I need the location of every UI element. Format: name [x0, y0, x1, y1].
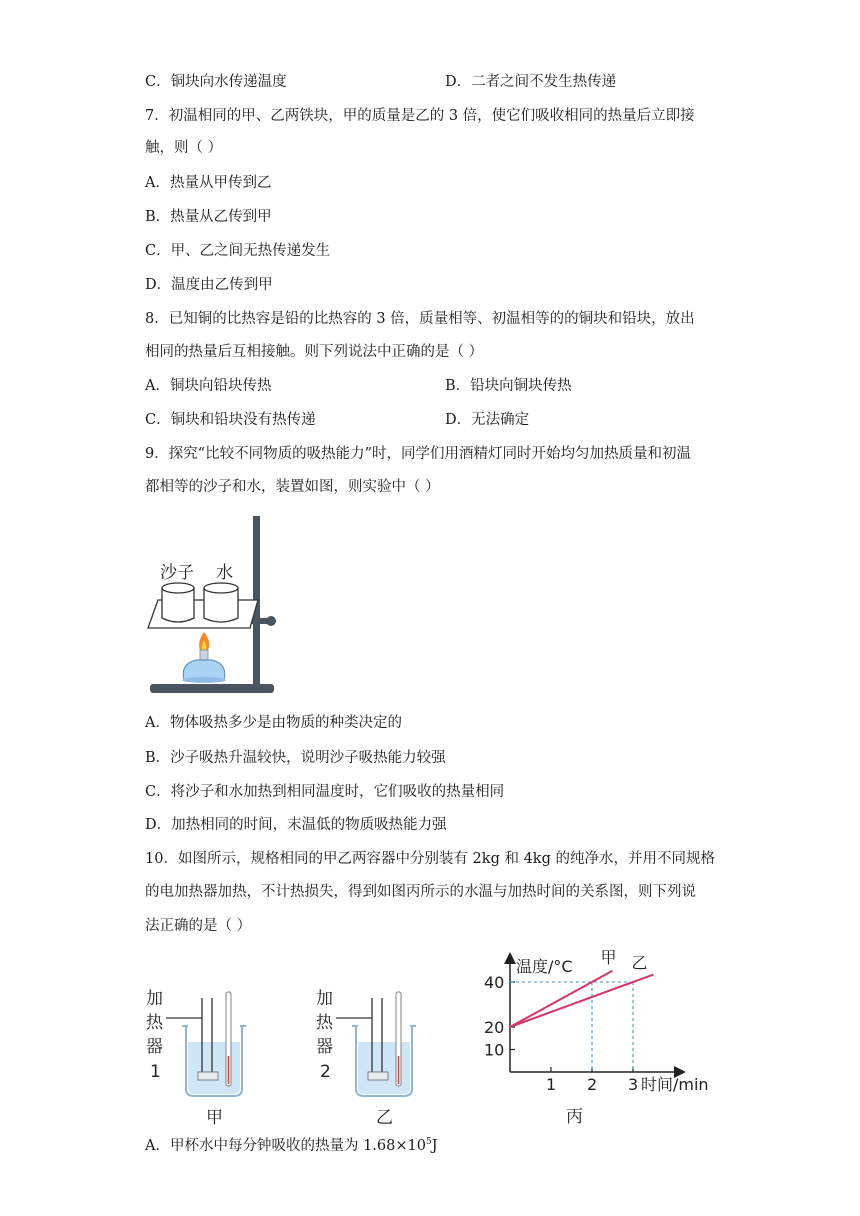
q10-stem-line3: 法正确的是（ ）	[145, 918, 252, 934]
q7-stem-line2: 触，则（ ）	[145, 140, 223, 156]
y-tick-label: 10	[484, 1040, 505, 1060]
q9-stem-line2: 都相等的沙子和水，装置如图，则实验中（ ）	[145, 479, 440, 495]
graph-caption: 丙	[566, 1107, 583, 1127]
x-tick-label: 3	[628, 1075, 639, 1094]
q7-option-a: A．热量从甲传到乙	[145, 175, 272, 191]
y-tick-label: 20	[484, 1018, 505, 1037]
heater2-char2: 热	[316, 1013, 333, 1033]
series-label-yi: 乙	[631, 953, 648, 973]
water-cup	[204, 583, 238, 593]
heater1-coil	[198, 1072, 218, 1080]
q9-option-a: A．物体吸热多少是由物质的种类决定的	[145, 715, 402, 731]
x-tick-label: 1	[546, 1075, 557, 1094]
q9-option-d: D．加热相同的时间，末温低的物质吸热能力强	[145, 817, 447, 833]
q6-option-d: D．二者之间不发生热传递	[445, 74, 617, 90]
sand-cup	[162, 583, 194, 593]
q6-option-c: C．铜块向水传递温度	[145, 74, 287, 90]
q9-option-b: B．沙子吸热升温较快，说明沙子吸热能力较强	[145, 750, 446, 766]
q10-beakers-figure	[140, 978, 440, 1128]
heater2-number: 2	[320, 1062, 331, 1082]
series-label-jia: 甲	[600, 947, 617, 967]
q9-apparatus-figure	[140, 510, 290, 702]
beaker-yi	[316, 989, 416, 1128]
q9-option-c: C．将沙子和水加热到相同温度时，它们吸收的热量相同	[145, 784, 505, 800]
q10-temperature-graph	[470, 942, 730, 1128]
clamp-knob	[266, 616, 276, 626]
heater2-char1: 加	[316, 989, 333, 1009]
q8-option-b: B．铅块向铜块传热	[445, 378, 572, 394]
heater1-char2: 热	[146, 1013, 163, 1033]
q8-option-d: D．无法确定	[445, 412, 530, 428]
q10-option-a	[145, 1132, 438, 1156]
y-tick-label: 40	[484, 973, 505, 992]
q10-stem-line2: 的电加热器加热，不计热损失，得到如图丙所示的水温与加热时间的关系图，则下列说	[145, 884, 696, 900]
x-axis-label: 时间/min	[641, 1075, 709, 1094]
beaker2-caption: 乙	[376, 1108, 393, 1128]
heater1-number: 1	[150, 1062, 161, 1082]
q7-option-b: B．热量从乙传到甲	[145, 209, 272, 225]
beaker-jia	[146, 989, 246, 1128]
x-tick-label: 2	[587, 1075, 598, 1094]
beaker1-caption: 甲	[206, 1108, 223, 1128]
q7-option-c: C．甲、乙之间无热传递发生	[145, 243, 331, 259]
q8-stem-line2: 相同的热量后互相接触。则下列说法中正确的是（ ）	[145, 344, 484, 360]
heater1-char3: 器	[146, 1037, 163, 1057]
heater1-char1: 加	[146, 989, 163, 1009]
q7-stem-line1: 7．初温相同的甲、乙两铁块，甲的质量是乙的 3 倍，使它们吸收相同的热量后立即接	[145, 108, 695, 124]
q10-option-a-text: A．甲杯水中每分钟吸收的热量为 1.68×10	[145, 1138, 426, 1154]
q7-option-d: D．温度由乙传到甲	[145, 277, 273, 293]
q10-option-a-unit: J	[431, 1138, 438, 1154]
q10-stem-line1: 10．如图所示，规格相同的甲乙两容器中分别装有 2kg 和 4kg 的纯净水，并用不同规格	[145, 851, 715, 867]
series-line-jia	[510, 971, 613, 1027]
heater2-char3: 器	[316, 1037, 333, 1057]
heater2-coil	[368, 1072, 388, 1080]
label-water: 水	[216, 563, 233, 583]
q8-option-c: C．铜块和铅块没有热传递	[145, 412, 316, 428]
q9-stem-line1: 9．探究“比较不同物质的吸热能力”时，同学们用酒精灯同时开始均匀加热质量和初温	[145, 446, 692, 462]
q8-stem-line1: 8．已知铜的比热容是铅的比热容的 3 倍，质量相等、初温相等的的铜块和铅块，放出	[145, 311, 695, 327]
label-sand: 沙子	[160, 563, 194, 583]
q8-option-a: A．铜块向铅块传热	[145, 378, 272, 394]
y-axis-label: 温度/°C	[516, 957, 573, 976]
q10-option-a-exponent: 5	[425, 1137, 432, 1147]
series-line-yi	[510, 975, 654, 1027]
